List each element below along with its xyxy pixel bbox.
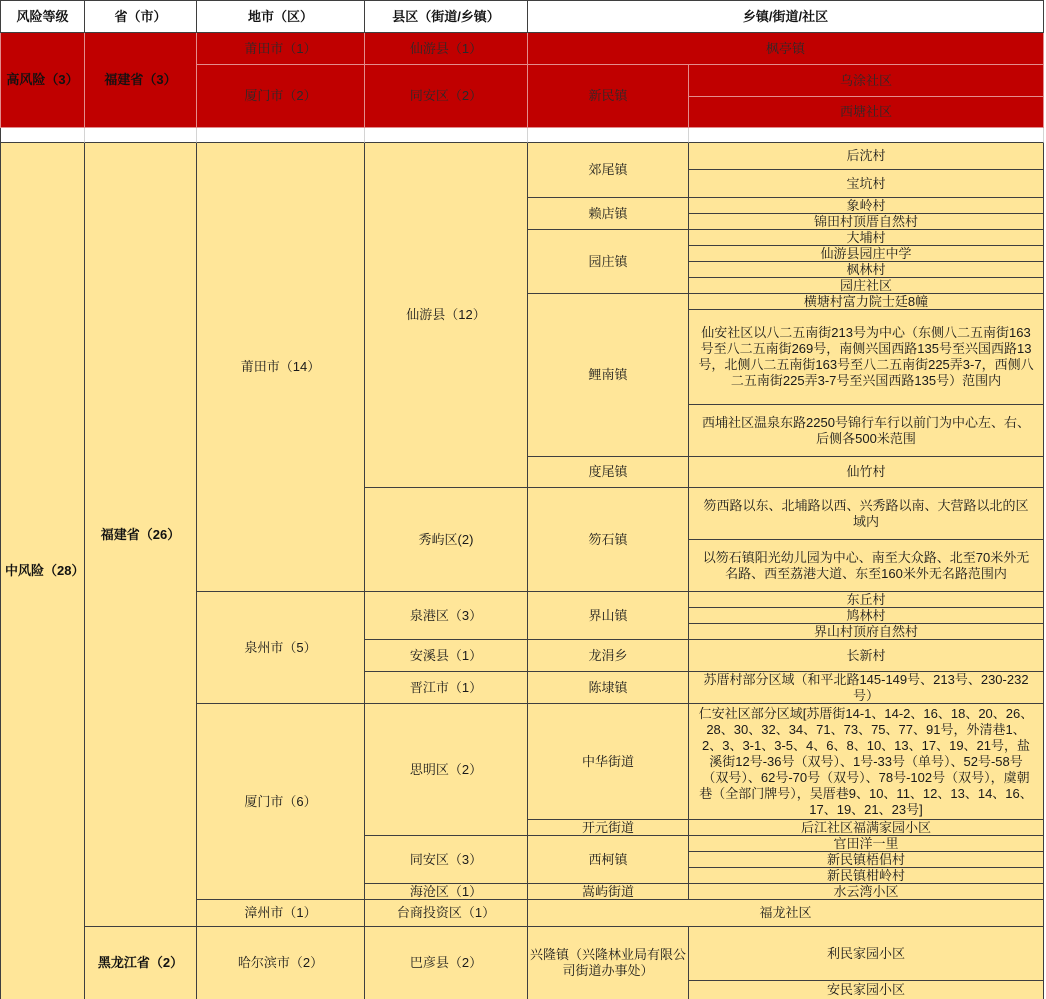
- area-cell: 西塘社区: [689, 97, 1044, 128]
- area-cell: 锦田村顶厝自然村: [689, 214, 1044, 230]
- blank-cell: [0, 128, 85, 143]
- county-cell: 同安区（3）: [365, 836, 528, 884]
- county-cell: 晋江市（1）: [365, 672, 528, 704]
- area-cell: 横塘村富力院士廷8幢: [689, 294, 1044, 310]
- city-cell: 泉州市（5）: [197, 592, 365, 704]
- county-cell: 仙游县（12）: [365, 143, 528, 488]
- town-cell: 西柯镇: [528, 836, 689, 884]
- town-cell: 龙涓乡: [528, 640, 689, 672]
- area-cell: 仁安社区部分区域[苏厝街14-1、14-2、16、18、20、26、28、30、32、34、71、73、75、77、91号，外清巷1、2、3、3-1、3-5、4、6、8、10、13、17、19、21号，盐溪街12号-36号（双号）、1号-33号（单号）、52号-58号（双号）、62号-70号（双号）、78号-102号（双号），虞朝巷（全部门牌号），吴厝巷9、10、11、12、13、14、16、17、19、21、23号]: [689, 704, 1044, 820]
- area-cell: 水云湾小区: [689, 884, 1044, 900]
- area-cell: 后沈村: [689, 143, 1044, 170]
- area-cell: 东丘村: [689, 592, 1044, 608]
- area-cell: 象岭村: [689, 198, 1044, 214]
- area-cell: 新民镇梧侣村: [689, 852, 1044, 868]
- county-cell: 秀屿区(2): [365, 488, 528, 592]
- area-cell: 西埔社区温泉东路2250号锦行车行以前门为中心左、右、后侧各500米范围: [689, 405, 1044, 457]
- town-cell: 笏石镇: [528, 488, 689, 592]
- blank-cell: [197, 128, 365, 143]
- city-cell: 哈尔滨市（2）: [197, 927, 365, 999]
- town-cell: 枫亭镇: [528, 33, 1044, 65]
- town-cell: 度尾镇: [528, 457, 689, 488]
- blank-cell: [528, 128, 689, 143]
- area-cell: 笏西路以东、北埔路以西、兴秀路以南、大营路以北的区域内: [689, 488, 1044, 540]
- area-cell: 大埔村: [689, 230, 1044, 246]
- county-cell: 思明区（2）: [365, 704, 528, 836]
- county-cell: 台商投资区（1）: [365, 900, 528, 927]
- town-cell: 新民镇: [528, 65, 689, 128]
- header-county: 县区（街道/乡镇）: [365, 0, 528, 33]
- town-cell: 兴隆镇（兴隆林业局有限公司街道办事处）: [528, 927, 689, 999]
- town-cell: 开元街道: [528, 820, 689, 836]
- area-cell: 界山村顶府自然村: [689, 624, 1044, 640]
- area-cell: 官田洋一里: [689, 836, 1044, 852]
- blank-cell: [365, 128, 528, 143]
- area-cell: 以笏石镇阳光幼儿园为中心、南至大众路、北至70米外无名路、西至荔港大道、东至160米外无名路范围内: [689, 540, 1044, 592]
- area-cell: 仙游县园庄中学: [689, 246, 1044, 262]
- high-risk-level-cell: 高风险（3）: [0, 33, 85, 128]
- town-cell: 中华街道: [528, 704, 689, 820]
- county-cell: 泉港区（3）: [365, 592, 528, 640]
- city-cell: 厦门市（2）: [197, 65, 365, 128]
- header-risk-level: 风险等级: [0, 0, 85, 33]
- town-cell: 福龙社区: [528, 900, 1044, 927]
- area-cell: 安民家园小区: [689, 981, 1044, 999]
- city-cell: 莆田市（14）: [197, 143, 365, 592]
- area-cell: 后江社区福满家园小区: [689, 820, 1044, 836]
- header-province: 省（市）: [85, 0, 197, 33]
- blank-cell: [85, 128, 197, 143]
- province-cell: 福建省（3）: [85, 33, 197, 128]
- county-cell: 仙游县（1）: [365, 33, 528, 65]
- area-cell: 仙安社区以八二五南街213号为中心（东侧八二五南街163号至八二五南街269号，南侧兴国西路135号至兴国西路13号，北侧八二五南街163号至八二五南街225弄3-7，西侧八二五南街225弄3-7号至兴国西路135号）范围内: [689, 310, 1044, 405]
- area-cell: 苏厝村部分区域（和平北路145-149号、213号、230-232号）: [689, 672, 1044, 704]
- town-cell: 赖店镇: [528, 198, 689, 230]
- area-cell: 乌涂社区: [689, 65, 1044, 97]
- area-cell: 园庄社区: [689, 278, 1044, 294]
- area-cell: 利民家园小区: [689, 927, 1044, 981]
- header-town-area: 乡镇/街道/社区: [528, 0, 1044, 33]
- city-cell: 莆田市（1）: [197, 33, 365, 65]
- area-cell: 仙竹村: [689, 457, 1044, 488]
- town-cell: 陈埭镇: [528, 672, 689, 704]
- county-cell: 巴彦县（2）: [365, 927, 528, 999]
- header-city: 地市（区）: [197, 0, 365, 33]
- city-cell: 漳州市（1）: [197, 900, 365, 927]
- area-cell: 宝坑村: [689, 170, 1044, 198]
- area-cell: 鸠林村: [689, 608, 1044, 624]
- town-cell: 郊尾镇: [528, 143, 689, 198]
- town-cell: 园庄镇: [528, 230, 689, 294]
- county-cell: 安溪县（1）: [365, 640, 528, 672]
- area-cell: 长新村: [689, 640, 1044, 672]
- area-cell: 新民镇柑岭村: [689, 868, 1044, 884]
- province-cell: 福建省（26）: [85, 143, 197, 927]
- area-cell: 枫林村: [689, 262, 1044, 278]
- county-cell: 同安区（2）: [365, 65, 528, 128]
- town-cell: 嵩屿街道: [528, 884, 689, 900]
- province-cell: 黑龙江省（2）: [85, 927, 197, 999]
- town-cell: 界山镇: [528, 592, 689, 640]
- city-cell: 厦门市（6）: [197, 704, 365, 900]
- county-cell: 海沧区（1）: [365, 884, 528, 900]
- medium-risk-level-cell: 中风险（28）: [0, 143, 85, 999]
- town-cell: 鲤南镇: [528, 294, 689, 457]
- blank-cell: [689, 128, 1044, 143]
